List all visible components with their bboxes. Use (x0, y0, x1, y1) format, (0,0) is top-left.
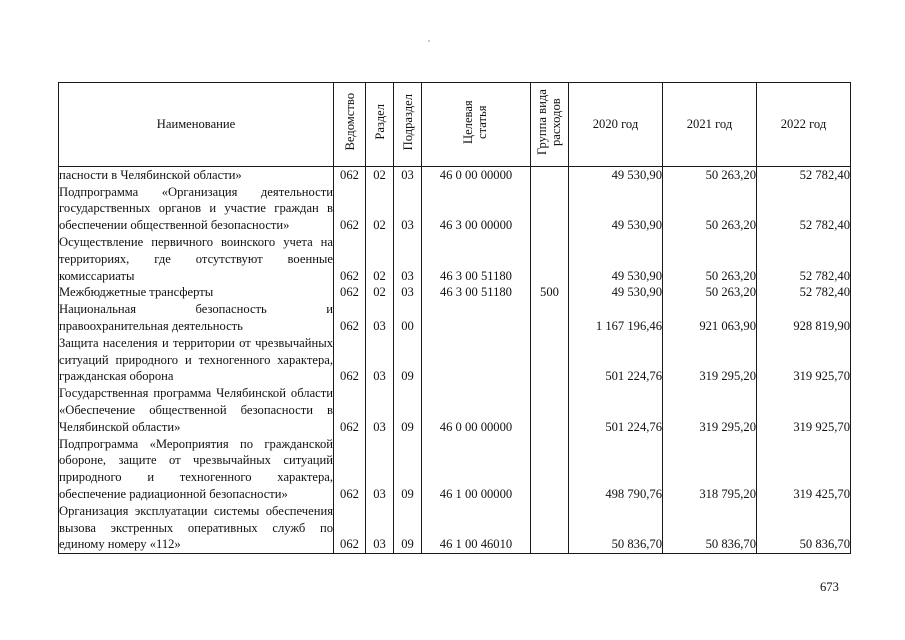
row-2020-cell: 49 530,90 (569, 234, 663, 284)
header-name: Наименование (59, 83, 334, 167)
row-group-cell (531, 166, 569, 183)
row-podrazdel-cell: 03 (394, 234, 422, 284)
table-row (59, 184, 851, 234)
row-razdel-cell: 03 (366, 385, 394, 435)
row-target-cell: 46 3 00 51180 (422, 234, 531, 284)
row-target-cell: 46 0 00 00000 (422, 166, 531, 183)
row-podrazdel-cell: 09 (394, 335, 422, 385)
row-target-cell: 46 3 00 00000 (422, 184, 531, 234)
row-2021-cell: 50 263,20 (663, 234, 757, 284)
row-target-cell (422, 301, 531, 335)
table-row (59, 385, 851, 435)
row-2021-cell: 50 263,20 (663, 184, 757, 234)
row-razdel-cell: 03 (366, 503, 394, 554)
row-razdel-cell: 03 (366, 301, 394, 335)
row-name-cell: пасности в Челябинской области» (59, 166, 334, 183)
header-vedomstvo (334, 83, 366, 167)
row-2021-cell: 319 295,20 (663, 335, 757, 385)
row-name-cell: Осуществление первичного воинского учета на территориях, где отсутствуют военные комиссариаты (59, 234, 333, 283)
row-name-cell: Организация эксплуатации системы обеспечения вызова экстренных оперативных служб по единому номеру «112» (59, 503, 334, 554)
row-name-cell: Подпрограмма «Мероприятия по гражданской обороне, защите от чрезвычайных ситуаций природного и техногенного характера, обеспечение радиационной безопасности» (59, 436, 333, 501)
row-group-cell (531, 184, 569, 234)
row-vedomstvo-cell: 062 (334, 284, 366, 301)
table-row (59, 436, 851, 503)
row-vedomstvo-cell: 062 (334, 166, 366, 183)
row-group-cell (531, 503, 569, 554)
row-2021-cell: 319 295,20 (663, 385, 757, 435)
row-2021-cell: 921 063,90 (663, 301, 757, 335)
header-group (531, 83, 569, 167)
row-razdel-cell: 03 (366, 436, 394, 503)
row-group-cell (531, 385, 569, 435)
row-group-cell: 500 (531, 284, 569, 301)
table-row (59, 335, 851, 385)
row-2022-cell: 50 836,70 (757, 503, 851, 554)
header-2020: 2020 год (569, 83, 663, 167)
row-2022-cell: 319 425,70 (757, 436, 851, 503)
row-vedomstvo-cell: 062 (334, 385, 366, 435)
row-group-cell (531, 301, 569, 335)
row-group-cell (531, 335, 569, 385)
row-razdel-cell: 02 (366, 284, 394, 301)
row-name-cell: Защита населения и территории от чрезвычайных ситуаций природного и техногенного характера, гражданская оборона (59, 335, 333, 384)
row-podrazdel-cell: 03 (394, 184, 422, 234)
header-target (422, 83, 531, 167)
row-2020-cell: 49 530,90 (569, 184, 663, 234)
table-row (59, 284, 851, 301)
row-vedomstvo-cell: 062 (334, 436, 366, 503)
row-name-cell: Государственная программа Челябинской области «Обеспечение общественной безопасности в Челябинской области» (59, 386, 333, 434)
row-target-cell: 46 0 00 00000 (422, 385, 531, 435)
row-target-cell (422, 335, 531, 385)
page-mark (428, 40, 430, 42)
row-razdel-cell: 02 (366, 234, 394, 284)
row-2022-cell: 319 925,70 (757, 385, 851, 435)
row-2022-cell: 928 819,90 (757, 301, 851, 335)
table-row (59, 503, 851, 554)
row-vedomstvo-cell: 062 (334, 301, 366, 335)
row-group-cell (531, 234, 569, 284)
header-row (59, 83, 851, 167)
row-2021-cell: 318 795,20 (663, 436, 757, 503)
row-podrazdel-cell: 09 (394, 385, 422, 435)
row-razdel-cell: 02 (366, 166, 394, 183)
row-group-cell (531, 436, 569, 503)
row-target-cell: 46 1 00 00000 (422, 436, 531, 503)
table-row (59, 301, 851, 335)
row-2020-cell: 50 836,70 (569, 503, 663, 554)
row-vedomstvo-cell: 062 (334, 234, 366, 284)
row-name-cell: Национальная безопасность и правоохранительная деятельность (59, 302, 333, 333)
row-2020-cell: 498 790,76 (569, 436, 663, 503)
budget-table (58, 82, 851, 554)
row-target-cell: 46 3 00 51180 (422, 284, 531, 301)
header-podrazdel-label: Подраздел (400, 93, 415, 151)
row-2021-cell: 50 263,20 (663, 166, 757, 183)
row-vedomstvo-cell: 062 (334, 184, 366, 234)
row-razdel-cell: 02 (366, 184, 394, 234)
row-2021-cell: 50 263,20 (663, 284, 757, 301)
header-group-label: Группа вида расходов (534, 89, 563, 155)
row-name-cell: Подпрограмма «Организация деятельности государственных органов и участие граждан в обеспечении общественной безопасности» (59, 184, 333, 233)
row-2022-cell: 319 925,70 (757, 335, 851, 385)
row-vedomstvo-cell: 062 (334, 335, 366, 385)
row-2021-cell: 50 836,70 (663, 503, 757, 554)
row-vedomstvo-cell: 062 (334, 503, 366, 554)
row-2022-cell: 52 782,40 (757, 166, 851, 183)
row-2020-cell: 49 530,90 (569, 166, 663, 183)
row-2020-cell: 49 530,90 (569, 284, 663, 301)
row-podrazdel-cell: 03 (394, 284, 422, 301)
row-podrazdel-cell: 09 (394, 436, 422, 503)
row-razdel-cell: 03 (366, 335, 394, 385)
table-row (59, 234, 851, 284)
header-2021: 2021 год (663, 83, 757, 167)
table-body (59, 166, 851, 553)
row-2022-cell: 52 782,40 (757, 184, 851, 234)
row-name-cell: Межбюджетные трансферты (59, 284, 334, 301)
row-target-cell: 46 1 00 46010 (422, 503, 531, 554)
row-podrazdel-cell: 00 (394, 301, 422, 335)
header-target-label: Целевая статья (461, 100, 489, 144)
page-number: 673 (820, 580, 839, 594)
row-2022-cell: 52 782,40 (757, 284, 851, 301)
row-podrazdel-cell: 03 (394, 166, 422, 183)
header-razdel (366, 83, 394, 167)
row-2020-cell: 501 224,76 (569, 335, 663, 385)
row-2022-cell: 52 782,40 (757, 234, 851, 284)
row-podrazdel-cell: 09 (394, 503, 422, 554)
header-vedomstvo-label: Ведомство (342, 93, 357, 151)
row-2020-cell: 1 167 196,46 (569, 301, 663, 335)
header-podrazdel (394, 83, 422, 167)
row-2020-cell: 501 224,76 (569, 385, 663, 435)
header-2022: 2022 год (757, 83, 851, 167)
table-row (59, 166, 851, 183)
header-razdel-label: Раздел (372, 104, 387, 140)
